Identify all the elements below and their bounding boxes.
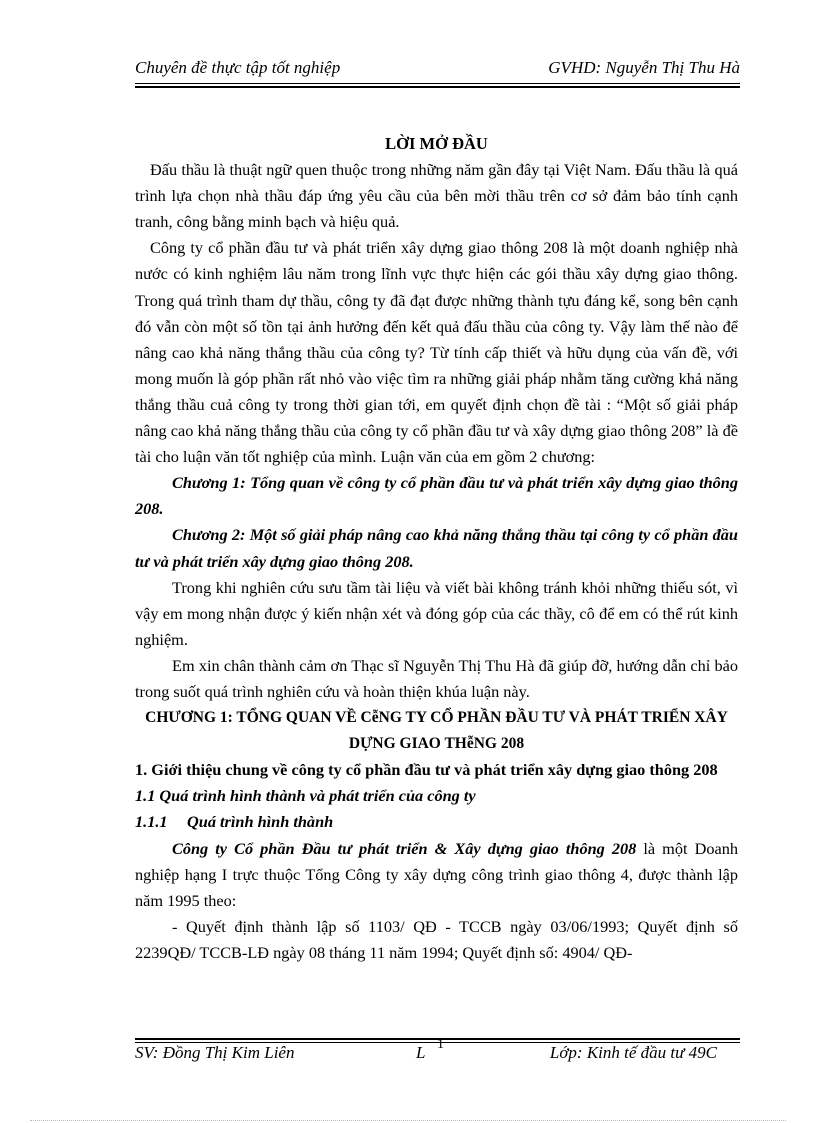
- company-paragraph: [135, 836, 738, 914]
- header-report-title: Chuyên đề thực tập tốt nghiệp: [135, 58, 341, 77]
- document-body: [135, 131, 738, 966]
- section-heading-1-1: 1.1 Quá trình hình thành và phát triển của công ty: [135, 786, 476, 806]
- page-footer: [135, 1037, 740, 1067]
- page-bottom-border: [30, 1120, 786, 1121]
- intro-paragraph-2: Công ty cổ phần đầu tư và phát triển xây dựng giao thông 208 là một doanh nghiệp nhà nước có kinh nghiệm lâu năm trong lĩnh vực thực hiện các gói thầu xây dựng giao thông. Trong quá trình tham dự thầu, công ty đã đạt được những thành tựu đáng kể, song bên cạnh đó vẫn còn một số tồn tại ảnh hưởng đến kết quả đấu thầu của công ty. Vậy làm thế nào để nâng cao khả năng thắng thầu của công ty? Từ tính cấp thiết và hữu dụng của vấn đề, với mong muốn là góp phần rất nhỏ vào việc tìm ra những giải pháp nhằm tăng cường khả năng thắng thầu cuả công ty trong thời gian tới, em quyết định chọn đề tài : “Một số giải pháp nâng cao khả năng thắng thầu của công ty cổ phần đầu tư và xây dựng giao thông 208” là đề tài cho luận văn tốt nghiệp của mình. Luận văn của em gồm 2 chương:: [135, 238, 738, 467]
- header-rule-thin: [135, 83, 740, 84]
- section-number: 1.1.1: [135, 812, 168, 832]
- footer-student: SV: Đồng Thị Kim Liên: [135, 1043, 295, 1062]
- chapter-heading: CHƯƠNG 1: TỔNG QUAN VỀ CễNG TY CỔ PHẦN ĐẦU TƯ VÀ PHÁT TRIỂN XÂY DỰNG GIAO THễNG 208: [145, 709, 728, 753]
- header-rule-thick: [135, 86, 740, 88]
- intro-paragraph-3: Trong khi nghiên cứu sưu tầm tài liệu và viết bài không tránh khỏi những thiếu sót, vì vậy em mong nhận được ý kiến nhận xét và đóng góp của các thầy, cô để em có thể rút kinh nghiệm.: [135, 577, 738, 649]
- page-number: 1: [437, 1037, 444, 1052]
- header-supervisor: GVHD: Nguyễn Thị Thu Hà: [548, 58, 740, 77]
- decision-paragraph: - Quyết định thành lập số 1103/ QĐ - TCCB ngày 03/06/1993; Quyết định số 2239QĐ/ TCCB-LĐ ngày 08 tháng 11 năm 1994; Quyết định số: 4904/ QĐ-: [135, 916, 738, 962]
- company-name: Công ty Cổ phần Đầu tư phát triển & Xây dựng giao thông 208: [172, 838, 637, 858]
- section-title: Quá trình hình thành: [187, 812, 334, 832]
- footer-class: Lớp: Kinh tế đầu tư 49C: [549, 1043, 717, 1062]
- acknowledgement-paragraph: Em xin chân thành cảm ơn Thạc sĩ Nguyễn Thị Thu Hà đã giúp đỡ, hướng dẫn chỉ bảo trong suốt quá trình nghiên cứu và hoàn thiện khúa luận này.: [135, 655, 738, 701]
- chapter-1-summary: Chương 1: Tổng quan về công ty cổ phần đầu tư và phát triển xây dựng giao thông 208.: [135, 473, 738, 519]
- section-heading-1-1-1: [135, 809, 738, 835]
- intro-paragraph-1: Đấu thầu là thuật ngữ quen thuộc trong những năm gần đây tại Việt Nam. Đấu thầu là quá trình lựa chọn nhà thầu đáp ứng yêu cầu của bên mời thầu trên cơ sở đảm bảo tính cạnh tranh, công bằng minh bạch và hiệu quả.: [135, 160, 738, 232]
- footer-mark: L: [416, 1043, 426, 1062]
- page-header: [135, 58, 740, 82]
- section-heading-1: 1. Giới thiệu chung về công ty cổ phần đầu tư và phát triển xây dựng giao thông 208: [135, 760, 718, 780]
- chapter-2-summary: Chương 2: Một số giải pháp nâng cao khả năng thắng thầu tại công ty cổ phần đầu tư và phát triển xây dựng giao thông 208.: [135, 525, 738, 571]
- page-title: LỜI MỞ ĐẦU: [385, 134, 488, 153]
- company-description: là một Doanh nghiệp hạng I trực thuộc Tổng Công ty xây dựng công trình giao thông 4, được thành lập năm 1995 theo:: [135, 838, 738, 910]
